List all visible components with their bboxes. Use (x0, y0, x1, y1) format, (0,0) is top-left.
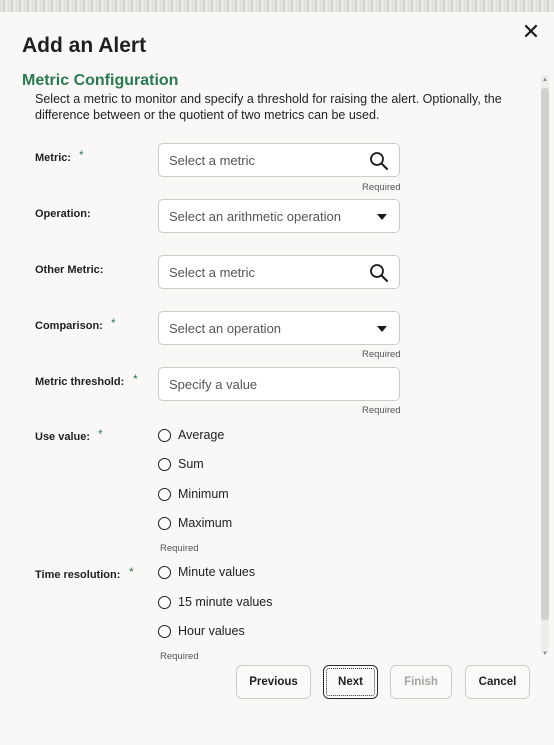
search-icon[interactable] (369, 151, 389, 171)
threshold-input[interactable] (158, 367, 400, 401)
radio-button[interactable] (158, 517, 171, 530)
required-indicator: * (129, 565, 134, 579)
radio-label: 15 minute values (178, 595, 273, 609)
radio-label: Minimum (178, 487, 229, 501)
threshold-required-help: Required (362, 405, 401, 416)
radio-button[interactable] (158, 488, 171, 501)
comparison-placeholder: Select an operation (169, 321, 282, 336)
radio-average[interactable] (158, 426, 224, 444)
section-description: Select a metric to monitor and specify a threshold for raising the alert. Optionally, the difference between or the quotient of two metrics can be used. (35, 92, 502, 122)
next-button[interactable]: Next (323, 665, 378, 699)
search-icon[interactable] (369, 263, 389, 283)
cancel-button[interactable]: Cancel (465, 665, 530, 699)
close-icon[interactable]: ✕ (521, 19, 541, 44)
radio-minute-values[interactable] (158, 563, 255, 581)
operation-placeholder: Select an arithmetic operation (169, 209, 341, 224)
radio-label: Maximum (178, 516, 233, 530)
metric-placeholder: Select a metric (169, 153, 255, 168)
radio-label: Sum (178, 457, 204, 471)
comparison-select[interactable] (158, 311, 400, 345)
comparison-label: Comparison: (35, 320, 103, 332)
use-value-required-help: Required (160, 543, 199, 554)
scrollbar-thumb[interactable] (541, 88, 549, 620)
radio-15-minute-values[interactable] (158, 593, 273, 611)
required-indicator: * (98, 427, 103, 441)
required-indicator: * (133, 372, 138, 386)
radio-button[interactable] (158, 596, 171, 609)
time-resolution-required-help: Required (160, 651, 199, 662)
radio-button[interactable] (158, 566, 171, 579)
radio-label: Minute values (178, 565, 256, 579)
radio-minimum[interactable] (158, 485, 229, 503)
chevron-down-icon[interactable] (377, 326, 387, 332)
metric-required-help: Required (362, 182, 401, 193)
scroll-down-icon[interactable]: ▼ (542, 651, 548, 657)
use-value-label: Use value: (35, 431, 91, 443)
threshold-label: Metric threshold: (35, 376, 125, 388)
finish-button[interactable]: Finish (390, 665, 452, 699)
other-metric-label: Other Metric: (35, 264, 104, 276)
radio-label: Hour values (178, 624, 245, 638)
time-resolution-label: Time resolution: (35, 569, 121, 581)
scroll-up-icon[interactable]: ▲ (542, 77, 548, 83)
threshold-placeholder: Specify a value (169, 377, 258, 392)
chevron-down-icon[interactable] (377, 214, 387, 220)
radio-label: Average (178, 428, 225, 442)
radio-button[interactable] (158, 458, 171, 471)
other-metric-placeholder: Select a metric (169, 265, 255, 280)
radio-maximum[interactable] (158, 514, 232, 532)
radio-sum[interactable] (158, 455, 204, 473)
operation-select[interactable] (158, 199, 400, 233)
background-strip (0, 0, 554, 12)
radio-hour-values[interactable] (158, 622, 245, 640)
radio-button[interactable] (158, 625, 171, 638)
other-metric-input[interactable] (158, 255, 400, 289)
operation-label: Operation: (35, 208, 91, 220)
radio-button[interactable] (158, 429, 171, 442)
required-indicator: * (79, 148, 84, 162)
section-title: Metric Configuration (22, 72, 179, 89)
required-indicator: * (111, 316, 116, 330)
comparison-required-help: Required (362, 349, 401, 360)
metric-label: Metric: (35, 152, 72, 164)
metric-input[interactable] (158, 143, 400, 177)
previous-button[interactable]: Previous (236, 665, 311, 699)
dialog-title: Add an Alert (22, 34, 147, 57)
